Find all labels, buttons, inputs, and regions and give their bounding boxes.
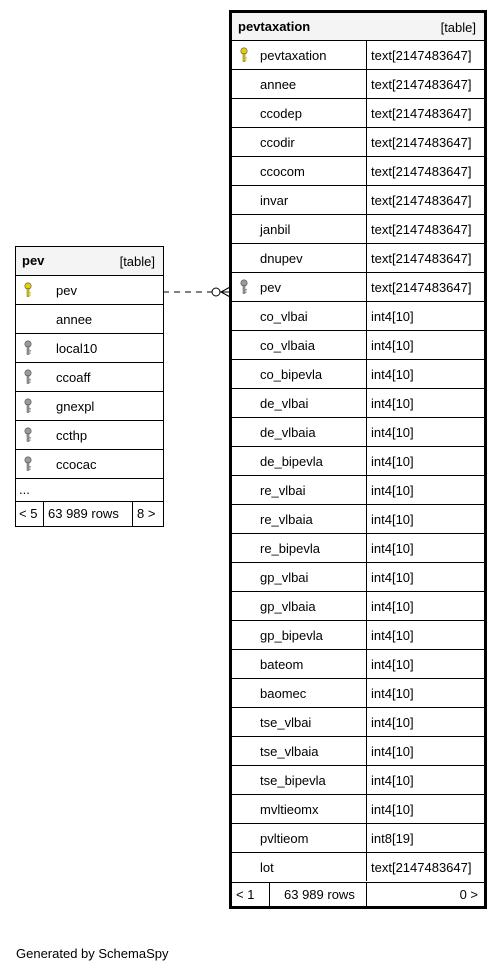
column-name: re_vlbai bbox=[260, 483, 306, 498]
column-row[interactable] bbox=[16, 450, 163, 479]
column-name: tse_vlbai bbox=[260, 715, 312, 730]
column-type: int4[10] bbox=[366, 389, 488, 417]
column-row[interactable] bbox=[232, 592, 484, 621]
child-count[interactable]: < 1 bbox=[236, 887, 255, 902]
column-type: text[2147483647] bbox=[366, 244, 488, 272]
column-type: int4[10] bbox=[366, 331, 488, 359]
table-type: [table] bbox=[119, 254, 155, 269]
column-row[interactable] bbox=[232, 534, 484, 563]
column-type: int4[10] bbox=[366, 737, 488, 765]
row-count: 63 989 rows bbox=[284, 887, 355, 902]
column-name: de_vlbaia bbox=[260, 425, 316, 440]
column-type: int4[10] bbox=[366, 447, 488, 475]
column-type: text[2147483647] bbox=[366, 215, 488, 243]
column-row[interactable] bbox=[232, 157, 484, 186]
column-name: pev bbox=[260, 280, 281, 295]
parent-count[interactable]: 0 > bbox=[459, 887, 478, 902]
column-type: int4[10] bbox=[366, 563, 488, 591]
column-name: tse_vlbaia bbox=[260, 744, 319, 759]
column-name: gp_vlbaia bbox=[260, 599, 316, 614]
column-name: gnexpl bbox=[56, 399, 95, 414]
column-name: ccodir bbox=[260, 135, 295, 150]
primary-key-icon bbox=[16, 276, 43, 304]
column-name: re_vlbaia bbox=[260, 512, 313, 527]
column-type: int4[10] bbox=[366, 795, 488, 823]
column-row[interactable] bbox=[232, 418, 484, 447]
column-row[interactable] bbox=[232, 389, 484, 418]
column-name: annee bbox=[56, 312, 93, 327]
column-row[interactable] bbox=[232, 331, 484, 360]
column-type: text[2147483647] bbox=[366, 157, 488, 185]
column-row[interactable] bbox=[16, 363, 163, 392]
column-name: gp_bipevla bbox=[260, 628, 323, 643]
column-type: int4[10] bbox=[366, 505, 488, 533]
column-name: invar bbox=[260, 193, 289, 208]
column-type: int4[10] bbox=[366, 476, 488, 504]
column-type: text[2147483647] bbox=[366, 853, 488, 881]
table-name: pev bbox=[22, 253, 45, 268]
column-row[interactable] bbox=[232, 824, 484, 853]
column-row[interactable] bbox=[232, 505, 484, 534]
column-type: text[2147483647] bbox=[366, 41, 488, 69]
column-row[interactable] bbox=[232, 476, 484, 505]
column-row[interactable] bbox=[16, 305, 163, 334]
column-row[interactable] bbox=[232, 679, 484, 708]
table-footer bbox=[232, 882, 484, 906]
column-name: pev bbox=[56, 283, 77, 298]
column-name: co_vlbai bbox=[260, 309, 308, 324]
primary-key-icon bbox=[232, 41, 259, 69]
table-type: [table] bbox=[440, 20, 476, 35]
column-type: int4[10] bbox=[366, 592, 488, 620]
column-name: ccodep bbox=[260, 106, 302, 121]
column-name: ccocom bbox=[260, 164, 305, 179]
column-name: mvltieomx bbox=[260, 802, 319, 817]
column-row[interactable] bbox=[232, 563, 484, 592]
column-name: re_bipevla bbox=[260, 541, 320, 556]
column-type: int4[10] bbox=[366, 650, 488, 678]
column-row[interactable] bbox=[232, 853, 484, 882]
column-row[interactable] bbox=[16, 334, 163, 363]
column-name: pevtaxation bbox=[260, 48, 327, 63]
parent-count[interactable]: 8 > bbox=[137, 506, 156, 521]
column-row[interactable] bbox=[232, 708, 484, 737]
column-row[interactable] bbox=[16, 276, 163, 305]
foreign-key-icon bbox=[16, 363, 43, 391]
column-name: janbil bbox=[260, 222, 291, 237]
table-footer bbox=[16, 502, 163, 526]
column-row[interactable] bbox=[232, 215, 484, 244]
column-name: de_vlbai bbox=[260, 396, 309, 411]
column-row[interactable] bbox=[232, 766, 484, 795]
foreign-key-icon bbox=[16, 421, 43, 449]
column-row[interactable] bbox=[232, 41, 484, 70]
table-name: pevtaxation bbox=[238, 19, 311, 34]
column-row[interactable] bbox=[232, 360, 484, 389]
column-type: text[2147483647] bbox=[366, 273, 488, 301]
column-type: int4[10] bbox=[366, 708, 488, 736]
column-row[interactable] bbox=[232, 302, 484, 331]
column-row[interactable] bbox=[232, 273, 484, 302]
column-type: int4[10] bbox=[366, 534, 488, 562]
column-name: co_bipevla bbox=[260, 367, 323, 382]
column-name: dnupev bbox=[260, 251, 303, 266]
column-row[interactable] bbox=[232, 621, 484, 650]
column-name: co_vlbaia bbox=[260, 338, 315, 353]
generated-by-label: Generated by SchemaSpy bbox=[16, 946, 169, 961]
zero-or-more-circle bbox=[212, 288, 220, 296]
foreign-key-icon bbox=[232, 273, 259, 301]
foreign-key-icon bbox=[16, 334, 43, 362]
table-pevtaxation[interactable] bbox=[229, 10, 487, 909]
table-pev[interactable] bbox=[15, 246, 164, 527]
column-row[interactable] bbox=[232, 650, 484, 679]
column-type: text[2147483647] bbox=[366, 99, 488, 127]
column-row[interactable] bbox=[232, 244, 484, 273]
column-row[interactable] bbox=[232, 99, 484, 128]
table-header[interactable] bbox=[16, 247, 163, 276]
column-type: int4[10] bbox=[366, 302, 488, 330]
column-row[interactable] bbox=[232, 128, 484, 157]
foreign-key-icon bbox=[16, 392, 43, 420]
column-name: ccocac bbox=[56, 457, 97, 472]
more-columns: ... bbox=[16, 479, 163, 502]
column-name: annee bbox=[260, 77, 297, 92]
child-count[interactable]: < 5 bbox=[19, 506, 38, 521]
column-type: text[2147483647] bbox=[366, 128, 488, 156]
column-type: int4[10] bbox=[366, 766, 488, 794]
foreign-key-icon bbox=[16, 450, 43, 478]
row-count: 63 989 rows bbox=[48, 506, 119, 521]
column-name: pvltieom bbox=[260, 831, 309, 846]
column-row[interactable] bbox=[232, 737, 484, 766]
column-row[interactable] bbox=[232, 795, 484, 824]
column-type: int4[10] bbox=[366, 679, 488, 707]
column-name: local10 bbox=[56, 341, 98, 356]
table-header[interactable] bbox=[232, 13, 484, 41]
column-name: gp_vlbai bbox=[260, 570, 309, 585]
column-type: int4[10] bbox=[366, 418, 488, 446]
column-type: int8[19] bbox=[366, 824, 488, 852]
column-row[interactable] bbox=[232, 186, 484, 215]
column-name: lot bbox=[260, 860, 274, 875]
column-name: bateom bbox=[260, 657, 304, 672]
column-name: ccoaff bbox=[56, 370, 91, 385]
column-type: int4[10] bbox=[366, 621, 488, 649]
column-name: de_bipevla bbox=[260, 454, 323, 469]
column-type: text[2147483647] bbox=[366, 70, 488, 98]
column-row[interactable] bbox=[232, 447, 484, 476]
column-row[interactable] bbox=[16, 421, 163, 450]
column-type: int4[10] bbox=[366, 360, 488, 388]
column-type: text[2147483647] bbox=[366, 186, 488, 214]
column-name: baomec bbox=[260, 686, 307, 701]
column-name: ccthp bbox=[56, 428, 88, 443]
column-name: tse_bipevla bbox=[260, 773, 326, 788]
column-row[interactable] bbox=[232, 70, 484, 99]
column-row[interactable] bbox=[16, 392, 163, 421]
